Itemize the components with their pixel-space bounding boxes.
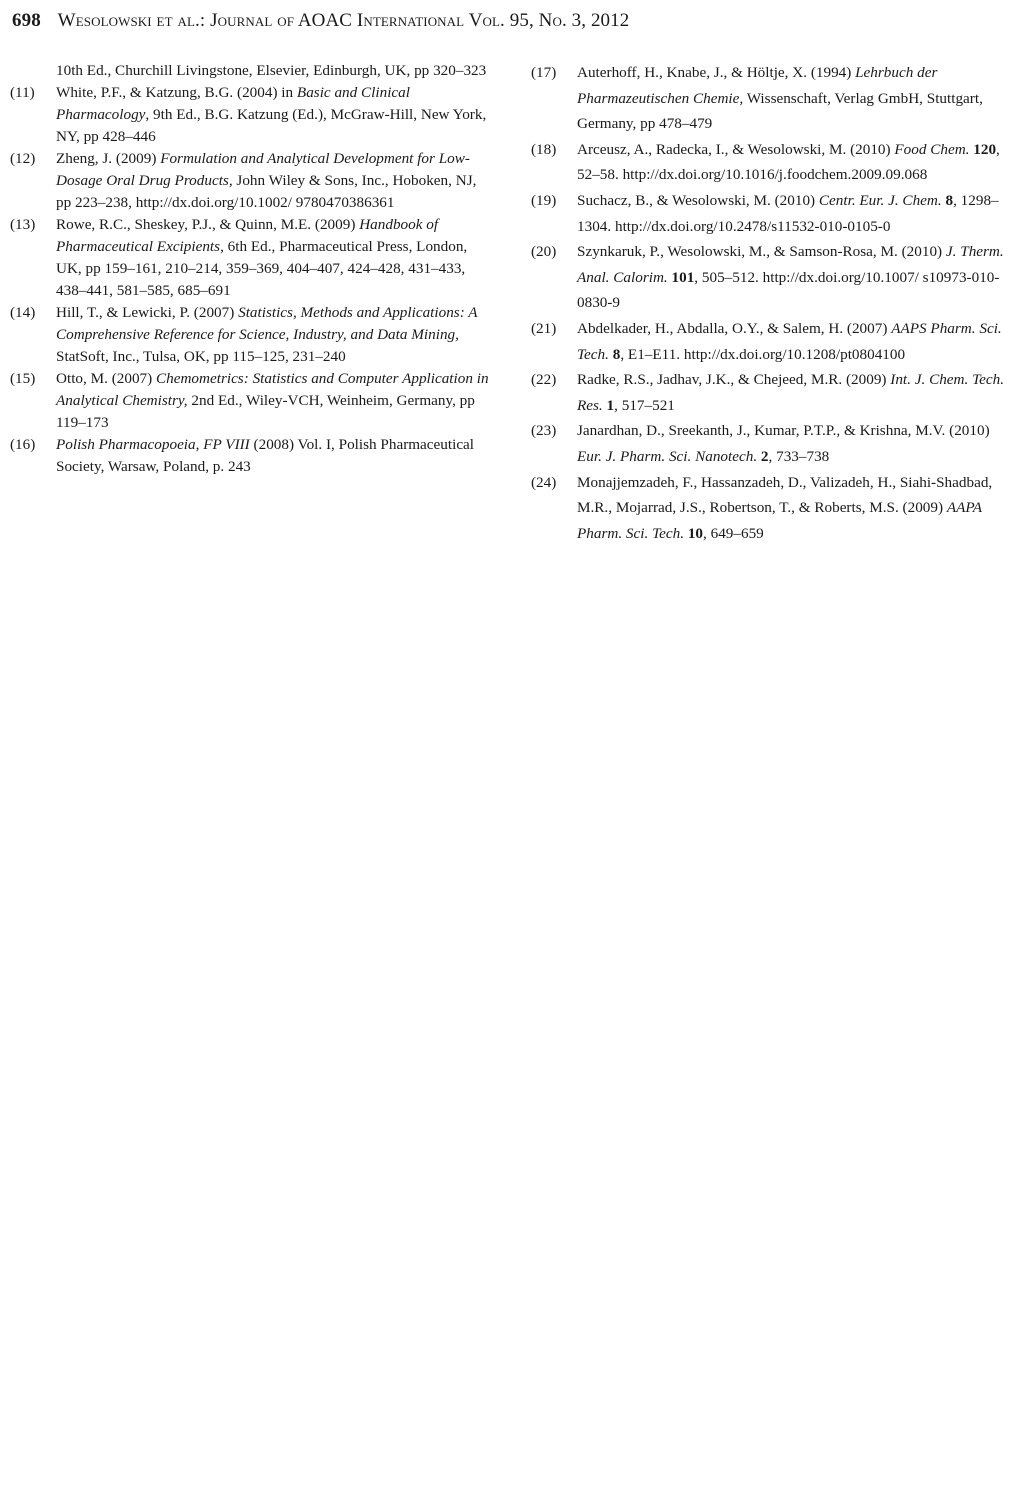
reference-segment: (2008) Vol. I, Polish Pharmaceutical Society, Warsaw, Poland, p. 243 (56, 436, 475, 475)
reference-segment: Suchacz, B., & Wesolowski, M. (2010) (577, 191, 819, 209)
reference-entry (10, 60, 495, 82)
reference-text (56, 434, 495, 478)
reference-segment: Rowe, R.C., Sheskey, P.J., & Quinn, M.E. (2009) (56, 216, 360, 233)
italic-title: Formulation and Analytical Development for Low-Dosage Oral Drug Products, (56, 150, 470, 189)
reference-entry (10, 82, 495, 148)
italic-title: Food Chem. (894, 140, 970, 158)
reference-entry (531, 470, 1016, 547)
page-number: 698 (12, 10, 41, 31)
reference-segment: , 733–738 (768, 447, 830, 465)
reference-text (56, 368, 495, 434)
reference-segment: , 1298–1304. http://dx.doi.org/10.2478/s11532-010-0105-0 (577, 191, 999, 235)
reference-segment: Radke, R.S., Jadhav, J.K., & Chejeed, M.R. (2009) (577, 371, 891, 389)
reference-entry (531, 60, 1016, 137)
reference-segment: StatSoft, Inc., Tulsa, OK, pp 115–125, 231–240 (56, 348, 346, 365)
reference-entry (531, 137, 1016, 188)
reference-segment: , E1–E11. http://dx.doi.org/10.1208/pt0804100 (620, 345, 906, 363)
volume-number: 8 (945, 191, 954, 209)
reference-segment: , 9th Ed., B.G. Katzung (Ed.), McGraw-Hill, New York, NY, pp 428–446 (56, 106, 487, 145)
running-header (12, 10, 1012, 38)
reference-text (577, 418, 1016, 469)
reference-number: (23) (531, 422, 557, 440)
reference-entry (531, 239, 1016, 316)
reference-segment: , 52–58. http://dx.doi.org/10.1016/j.foodchem.2009.09.068 (577, 140, 1000, 184)
reference-text (56, 82, 495, 148)
italic-title: Handbook of Pharmaceutical Excipients (56, 216, 439, 255)
italic-title: Eur. J. Pharm. Sci. Nanotech. (577, 447, 758, 465)
reference-text (577, 470, 1016, 547)
reference-entry (10, 302, 495, 368)
reference-text (577, 239, 1016, 316)
reference-segment: Zheng, J. (2009) (56, 150, 161, 167)
reference-text (577, 137, 1016, 188)
reference-number: (22) (531, 371, 557, 389)
italic-title: Centr. Eur. J. Chem. (818, 191, 942, 209)
reference-segment: , 6th Ed., Pharmaceutical Press, London, UK, pp 159–161, 210–214, 359–369, 404–407, 424–428, 431–433, 438–441, 581–585, 685–691 (56, 238, 468, 299)
reference-entry (10, 368, 495, 434)
reference-segment: Abdelkader, H., Abdalla, O.Y., & Salem, H. (2007) (577, 319, 892, 337)
reference-entry (10, 214, 495, 302)
italic-title: Int. J. Chem. Tech. Res. (577, 371, 1005, 414)
volume-number: 120 (973, 140, 997, 158)
reference-segment: , 517–521 (614, 396, 675, 414)
reference-number: (11) (10, 84, 35, 101)
references-left-column (10, 60, 495, 478)
reference-number: (15) (10, 370, 36, 387)
volume-number: 1 (606, 396, 615, 414)
reference-segment: John Wiley & Sons, Inc., Hoboken, NJ, pp 223–238, http://dx.doi.org/10.1002/ 9780470386361 (56, 172, 477, 211)
italic-title: Statistics, Methods and Applications: A Comprehensive Reference for Science, Industry, and Data Mining, (56, 304, 478, 343)
volume-number: 8 (612, 345, 621, 363)
reference-text (56, 214, 495, 302)
reference-segment: Wissenschaft, Verlag GmbH, Stuttgart, Germany, pp 478–479 (577, 89, 983, 133)
reference-segment: Otto, M. (2007) (56, 370, 156, 387)
reference-segment: White, P.F., & Katzung, B.G. (2004) in (56, 84, 297, 101)
reference-segment: Auterhoff, H., Knabe, J., & Höltje, X. (1994) (577, 64, 856, 81)
reference-number: (20) (531, 243, 557, 261)
reference-segment: , 505–512. http://dx.doi.org/10.1007/ s10973-010-0830-9 (577, 268, 1000, 312)
references-right-column (531, 60, 1016, 546)
reference-entry (10, 434, 495, 478)
reference-text (56, 60, 495, 82)
reference-text (56, 302, 495, 368)
reference-text (56, 148, 495, 214)
reference-segment: Szynkaruk, P., Wesolowski, M., & Samson-Rosa, M. (2010) (577, 243, 946, 261)
reference-entry (531, 367, 1016, 418)
volume-number: 101 (671, 268, 695, 286)
italic-title: Chemometrics: Statistics and Computer Application in Analytical Chemistry, (56, 370, 489, 409)
reference-number: (16) (10, 436, 36, 453)
italic-title: Polish Pharmacopoeia, FP VIII (56, 436, 250, 453)
reference-number (10, 60, 56, 82)
reference-text (577, 60, 1016, 137)
italic-title: Basic and Clinical Pharmacology (56, 84, 410, 123)
reference-number: (14) (10, 304, 36, 321)
reference-text (577, 367, 1016, 418)
italic-title: AAPA Pharm. Sci. Tech. (577, 499, 982, 542)
volume-number: 10 (687, 524, 703, 542)
italic-title: Lehrbuch der Pharmazeutischen Chemie, (577, 64, 938, 107)
reference-entry (10, 148, 495, 214)
reference-number: (13) (10, 216, 36, 233)
reference-number: (21) (531, 319, 557, 337)
reference-text (577, 188, 1016, 239)
reference-segment: , 649–659 (703, 524, 764, 542)
reference-number: (19) (531, 191, 557, 209)
reference-entry (531, 418, 1016, 469)
italic-title: J. Therm. Anal. Calorim. (577, 243, 1004, 286)
reference-text (577, 316, 1016, 367)
reference-entry (531, 316, 1016, 367)
reference-segment: 10th Ed., Churchill Livingstone, Elsevier, Edinburgh, UK, pp 320–323 (56, 62, 487, 79)
reference-segment: Monajjemzadeh, F., Hassanzadeh, D., Valizadeh, H., Siahi-Shadbad, M.R., Mojarrad, J.S., Robertson, T., & Roberts, M.S. (2009) (577, 473, 993, 517)
volume-number: 2 (760, 447, 769, 465)
reference-segment: Janardhan, D., Sreekanth, J., Kumar, P.T.P., & Krishna, M.V. (2010) (577, 422, 990, 440)
reference-number: (12) (10, 150, 36, 167)
reference-number: (24) (531, 473, 557, 491)
reference-number: (18) (531, 140, 557, 158)
reference-segment: Hill, T., & Lewicki, P. (2007) (56, 304, 239, 321)
running-title: Wesolowski et al.: Journal of AOAC International Vol. 95, No. 3, 2012 (57, 10, 630, 31)
reference-segment: Arceusz, A., Radecka, I., & Wesolowski, M. (2010) (577, 140, 895, 158)
italic-title: AAPS Pharm. Sci. Tech. (577, 319, 1002, 363)
reference-number: (17) (531, 64, 557, 81)
reference-entry (531, 188, 1016, 239)
reference-segment: 2nd Ed., Wiley-VCH, Weinheim, Germany, pp 119–173 (56, 392, 475, 431)
